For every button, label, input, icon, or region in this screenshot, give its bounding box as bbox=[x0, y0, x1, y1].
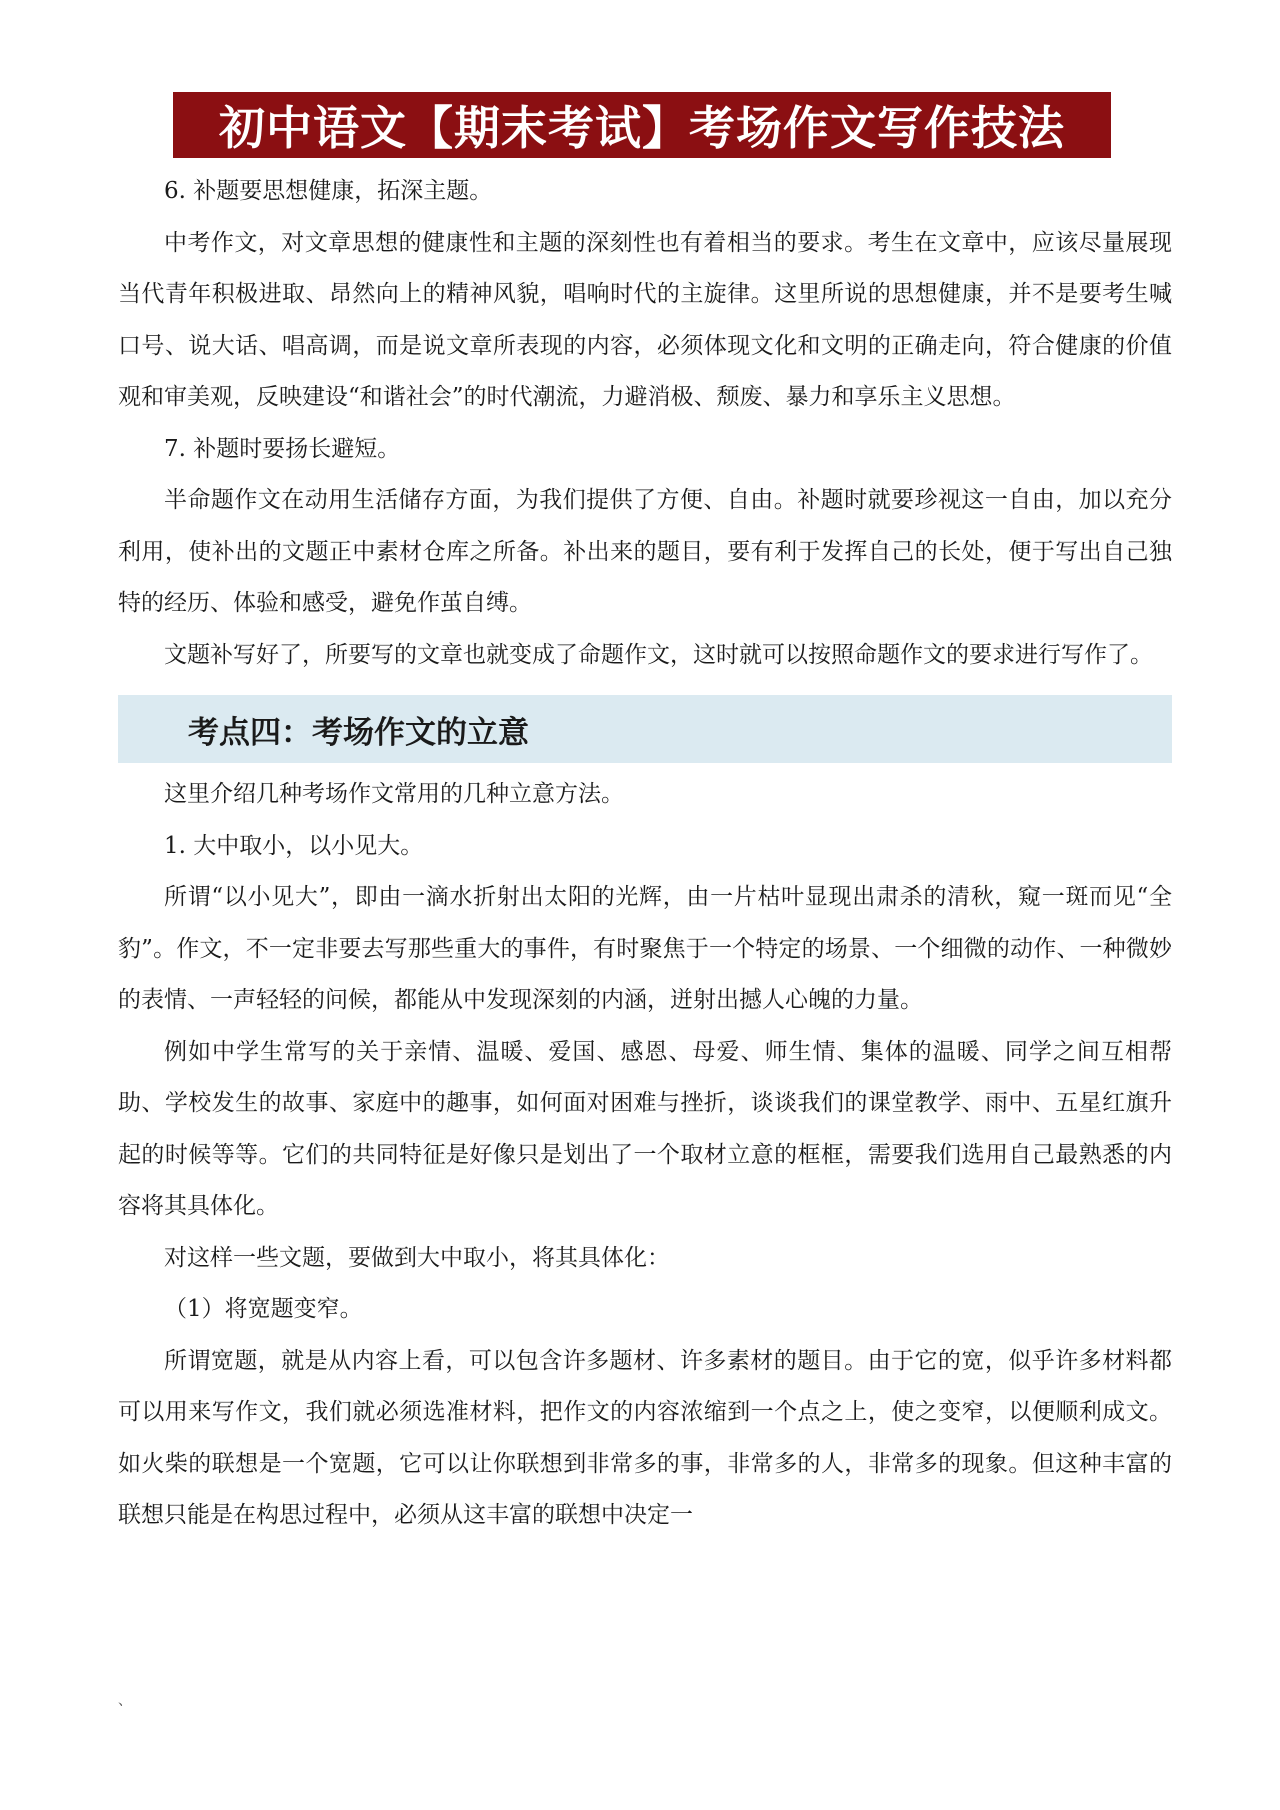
section-heading-box bbox=[118, 695, 1172, 763]
paragraph: 1. 大中取小，以小见大。 bbox=[164, 832, 424, 859]
document-body bbox=[118, 166, 1172, 1542]
document-title: 初中语文【期末考试】考场作文写作技法 bbox=[219, 101, 1065, 155]
paragraph: （1）将宽题变窄。 bbox=[164, 1296, 363, 1322]
footer-mark: 、 bbox=[118, 1693, 132, 1709]
paragraph: 半命题作文在动用生活储存方面，为我们提供了方便、自由。补题时就要珍视这一自由，加以充分利用，使补出的文题正中素材仓库之所备。补出来的题目，要有利于发挥自己的长处，便于写出自己独特的经历、体验和感受，避免作茧自缚。 bbox=[118, 487, 1172, 616]
paragraph: 6. 补题要思想健康，拓深主题。 bbox=[164, 178, 493, 204]
title-banner bbox=[173, 92, 1111, 158]
paragraph: 所谓宽题，就是从内容上看，可以包含许多题材、许多素材的题目。由于它的宽，似乎许多材料都可以用来写作文，我们就必须选准材料，把作文的内容浓缩到一个点之上，使之变窄，以便顺利成文。如火柴的联想是一个宽题，它可以让你联想到非常多的事，非常多的人，非常多的现象。但这种丰富的联想只能是在构思过程中，必须从这丰富的联想中决定一 bbox=[118, 1347, 1172, 1528]
paragraph: 所谓“以小见大”，即由一滴水折射出太阳的光辉，由一片枯叶显现出肃杀的清秋，窥一斑而见“全豹”。作文，不一定非要去写那些重大的事件，有时聚焦于一个特定的场景、一个细微的动作、一种微妙的表情、一声轻轻的问候，都能从中发现深刻的内涵，迸射出撼人心魄的力量。 bbox=[118, 884, 1172, 1013]
paragraph: 中考作文，对文章思想的健康性和主题的深刻性也有着相当的要求。考生在文章中，应该尽量展现当代青年积极进取、昂然向上的精神风貌，唱响时代的主旋律。这里所说的思想健康，并不是要考生喊口号、说大话、唱高调，而是说文章所表现的内容，必须体现文化和文明的正确走向，符合健康的价值观和审美观，反映建设“和谐社会”的时代潮流，力避消极、颓废、暴力和享乐主义思想。 bbox=[118, 229, 1172, 410]
paragraph: 对这样一些文题，要做到大中取小，将其具体化： bbox=[164, 1244, 670, 1271]
paragraph: 7. 补题时要扬长避短。 bbox=[164, 435, 401, 462]
paragraph: 文题补写好了，所要写的文章也就变成了命题作文，这时就可以按照命题作文的要求进行写作了。 bbox=[164, 641, 1153, 668]
paragraph: 这里介绍几种考场作文常用的几种立意方法。 bbox=[164, 781, 624, 807]
section-heading: 考点四：考场作文的立意 bbox=[188, 714, 529, 751]
paragraph: 例如中学生常写的关于亲情、温暖、爱国、感恩、母爱、师生情、集体的温暖、同学之间互相帮助、学校发生的故事、家庭中的趣事，如何面对困难与挫折，谈谈我们的课堂教学、雨中、五星红旗升起的时候等等。它们的共同特征是好像只是划出了一个取材立意的框框，需要我们选用自己最熟悉的内容将其具体化。 bbox=[118, 1038, 1172, 1219]
